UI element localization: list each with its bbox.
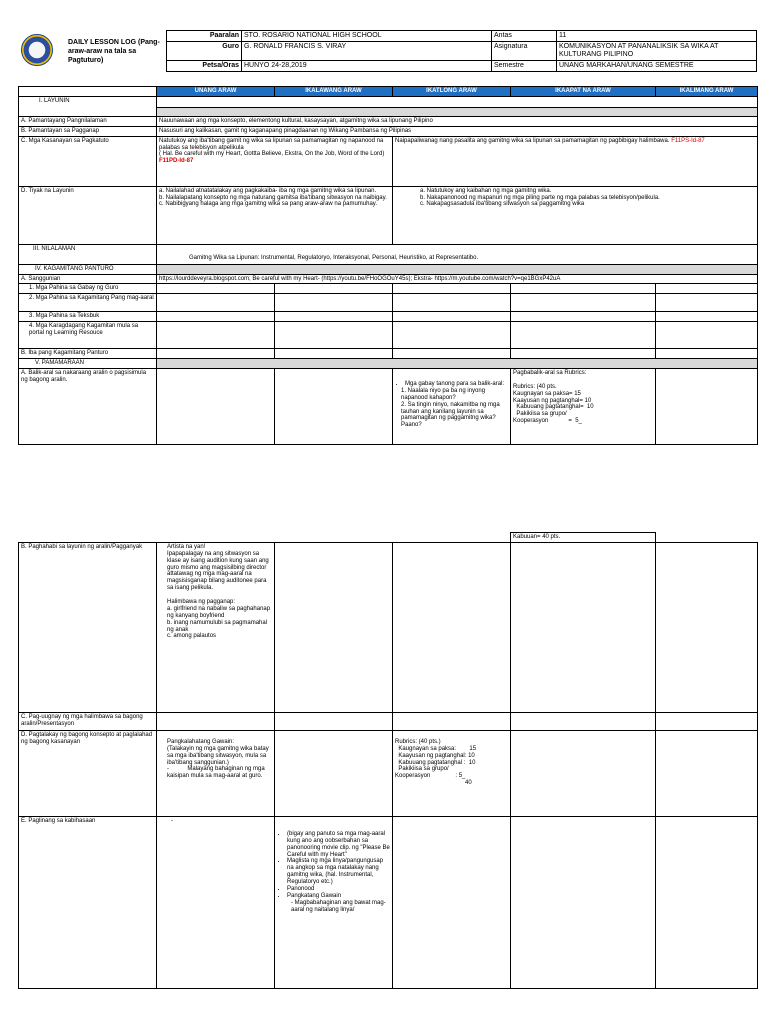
balik-aral-label: A. Balik-aral sa nakaraang aralin o pagsisimula ng bagong aralin. [19,369,157,445]
row-b-label: B. Pamantayan sa Pagganap [19,126,157,136]
cell [157,369,275,445]
cell [656,312,758,322]
cell [656,294,758,312]
blank [656,533,758,543]
row-c-right-code: F11PS-Id-87 [671,137,705,144]
day-header-3: IKATLONG ARAW [393,87,511,97]
nilalaman-label: III. NILALAMAN [19,244,157,264]
cell [275,312,393,322]
sanggunian-text: https://lourddeveyra.blogspot.com; Be careful with my Heart- (https://youtu.be/FHoOGOuY45s); Ekstra- https://m.youtube.com/watch?v=qe1BGxP42uA [157,274,758,284]
pamamaraan-heading: V. PAMAMARAAN [19,359,157,369]
paghahabi-label: B. Paghahabi sa layunin ng aralin/Pagganyak [19,542,157,712]
pangkalahatang-gawain: Pangkalahatang Gawain: (Talakayin ng mga gamitng wika batay sa mga iba'tibang sitwasyon, mula sa iba'tibang sanggunian.) - Malayang bahaginan ng mga kaisipan mula sa mag-aaral at guro. [167,738,269,780]
antas-label: Antas [492,31,557,42]
cell [275,294,393,312]
cell [157,349,275,359]
semestre-label: Semestre [492,61,557,72]
cell [157,284,275,294]
blank [393,533,511,543]
nilalaman-text: Gamitng Wika sa Lipunan: Instrumental, Regulatoryo, Interaksyonal, Personal, Heuristiko, at Representatibo. [157,244,758,264]
learning-resource-label: 4. Mga Karagdagang Kagamitan mula sa portal ng Learning Resouce [19,322,157,349]
guro-value: G. RONALD FRANCIS S. VIRAY [242,42,492,61]
pagtalakay-label: D. Pagtalakay ng bagong konsepto at paglalahad ng bagong kasanayan [19,730,157,816]
cell [511,294,656,312]
antas-value: 11 [557,31,757,42]
cell [656,816,758,988]
balik-aral-day3 [393,369,511,445]
row-d-left [157,186,393,244]
row-d-right-text: a. Natutukoy ang kaibahan ng mga gamitng wika. b. Nakapanonood ng mapanuri ng mga piling parte ng mga palabas sa telebisyon/pelikula. c. Nakapagsasadula iba'tibang sitwasyon sa paggamitng wika [420,187,660,208]
day-header-5: IKALIMANG ARAW [656,87,758,97]
kabuuan-total: Kabuuan= 40 pts. [511,533,656,543]
cell [511,712,656,730]
blank [275,533,393,543]
row-b-text: Nasusuri ang kalikasan, gamit ng kaganapang pinagdaanan ng Wikang Pambansa ng Pilipinas [157,126,758,136]
kagamitan-gray [157,264,758,274]
cell [656,369,758,445]
cell [656,730,758,816]
sanggunian-label: A. Sanggunian [19,274,157,284]
blank [19,533,157,543]
layunin-blank [157,96,758,107]
teksbuk-label: 3. Mga Pahina sa Teksbuk [19,312,157,322]
cell [511,730,656,816]
cell [656,712,758,730]
pagtalakay-day1 [157,730,275,816]
cell [157,712,275,730]
cell [275,349,393,359]
petsa-value: HUNYO 24-28,2019 [242,61,492,72]
cell [393,816,511,988]
layunin-heading: I. LAYUNIN [19,96,157,116]
row-c-label: C. Mga Kasanayan sa Pagkatuto [19,136,157,186]
cell [157,312,275,322]
pag-uugnay-label: C. Pag-uugnay ng mga halimbawa sa bagong aralin/Presentasyon [19,712,157,730]
row-d-left-text: a. Nailalahad atnatatalakay ang pagkakaiba- iba ng mga gamitng wika sa lipunan. b. Nailalapatang konsepto ng mga naturang gamitsa iba'tibang sitwasyon na naibigay. c. Nabibigyang halaga ang mga gamitng wika sa pang araw-araw na pamumuhay. [159,187,387,208]
paglinang-list-item: • (bigay ang panuto sa mga mag-aaral kung ano ang oobserbahan sa panonooring movie clip. ng "Please Be Careful with my Heart" [287,831,390,859]
day-header-1: UNANG ARAW [157,87,275,97]
paglinang-tail: - Magbabahaginan ang bawat mag-aaral ng naitalang linya/ [291,899,386,913]
paglinang-list-item: • Pangkatang Gawain [287,893,390,900]
row-c-right [393,136,758,186]
guro-label: Guro [167,42,242,61]
kagamitan-heading: IV. KAGAMITANG PANTURO [19,264,157,274]
cell [511,284,656,294]
kagamitang-mag-aaral-label: 2. Mga Pahina sa Kagamitang Pang mag-aaral [19,294,157,312]
row-c-right-text: Naipapaliwanag nang pasalita ang gamitng wika sa lipunan sa pamamagitan ng pagbibigay halimbawa. [395,137,670,144]
row-d-label: D. Tiyak na Layunin [19,186,157,244]
cell [393,712,511,730]
gabay-guro-label: 1. Mga Pahina sa Gabay ng Guro [19,284,157,294]
cell [511,322,656,349]
cell [656,349,758,359]
pagtalakay-day3 [393,730,511,816]
row-d-right [393,186,758,244]
cell [511,312,656,322]
cell [275,730,393,816]
asignatura-label: Asignatura [492,42,557,61]
row-a-text: Nauunawaan ang mga konsepto, elementong kultural, kasaysayan, atgamitng wika sa lipunang Pilipino [157,116,758,126]
cell [275,284,393,294]
row-c-left-text: Natutukoy ang iba'tibang gamit ng wika sa lipunan sa pamamagitan ng napanood na palabas sa telebisyon atpelikula ( Hal. Be careful with my Heart, Gottta Believe, Ekstra, On the Job, Word of the Lord) [159,137,385,158]
document-title: DAILY LESSON LOG (Pang-araw-araw na tala sa Pagtuturo) [68,39,160,65]
paglinang-list-item: • Maglista ng mga linya/pangungusap na angkop sa mga natalakay nang gamitng wika, (hal. Instrumental, Regulatoryo etc.) [287,858,390,886]
cell [393,322,511,349]
balik-aral-guide-heading: • Mga gabay tanong para sa balik-aral: [405,381,508,388]
cell [393,349,511,359]
lesson-log-table-page2 [18,532,758,989]
paglinang-list [277,831,390,900]
balik-aral-day4 [511,369,656,445]
cell [656,542,758,712]
deped-seal-logo [21,34,53,66]
cell [511,349,656,359]
cell [275,369,393,445]
cell [656,284,758,294]
rubrics-day3: Rubrics: (40 pts.) Kaugnayan sa paksa: 15 Kaayusan ng pagtanghal: 10 Kabuuang pagtatanghal : 10 Pakikiisa sa grupo/ Kooperasyon : 5_ 40 [395,738,477,787]
cell [511,816,656,988]
paglinang-list-item: • Panonood [287,886,390,893]
cell [275,542,393,712]
cell [393,312,511,322]
cell [393,284,511,294]
balik-aral-rubrics: Pagbabalik-aral sa Rubrics: Rubrics: (40 pts. Kaugnayan sa paksa= 15 Kaayusan ng pagtanghal= 10 Kabuuang pagtatanghal= 10 Pakikiisa sa grupo/ Kooperasyon = 5_ [513,370,594,425]
blank-corner [19,87,157,97]
paglinang-day2 [275,816,393,988]
cell [275,712,393,730]
asignatura-value: KOMUNIKASYON AT PANANALIKSIK SA WIKA AT KULTURANG PILIPINO [557,42,757,61]
cell [157,322,275,349]
paaralan-value: STO. ROSARIO NATIONAL HIGH SCHOOL [242,31,492,42]
day-header-2: IKALAWANG ARAW [275,87,393,97]
paaralan-label: Paaralan [167,31,242,42]
lesson-log-table-page1 [18,86,758,445]
paglinang-day1: - [157,816,275,988]
day-header-4: IKAAPAT NA ARAW [511,87,656,97]
header-table [166,30,757,72]
row-c-left-code: F11PD-Id-87 [159,158,194,165]
paglinang-label: E. Paglinang sa kabihasaan [19,816,157,988]
petsa-label: Petsa/Oras [167,61,242,72]
cell [656,322,758,349]
row-a-label: A. Pamantayang Pangnilalaman [19,116,157,126]
blank [157,533,275,543]
row-c-left [157,136,393,186]
iba-pang-kagamitan-label: B. Iba pang Kagamitang Panturo [19,349,157,359]
paghahabi-day1 [157,542,275,712]
semestre-value: UNANG MARKAHAN/UNANG SEMESTRE [557,61,757,72]
cell [157,294,275,312]
balik-aral-guide-questions: 1. Naalala niyo pa ba ng inyong napanood kahapon? 2. Sa tingin ninyo, nakamitba ng mga tauhan ang kanilang layunin sa pamamagitan ng paggamitng wika? Paano? [401,387,500,429]
cell [393,294,511,312]
pamamaraan-gray [157,359,758,369]
artista-activity: Artista na yan! Ipapapalagay na ang sitwasyon sa klase ay isang audition kung saan ang guro mismo ang magsisilbing director attatawag ng mga mag-aaral na magsisisganap bilang auditonee para sa isang pelikula. Halimbawa ng pagganap: a. girlfriend na nabaliw sa paghahanap ng kanyang boyfriend b. inang namumulubi sa pagmamahal ng anak c. among palautos [167,543,271,640]
cell [275,322,393,349]
cell [511,542,656,712]
gray-divider [157,107,758,116]
cell [393,542,511,712]
